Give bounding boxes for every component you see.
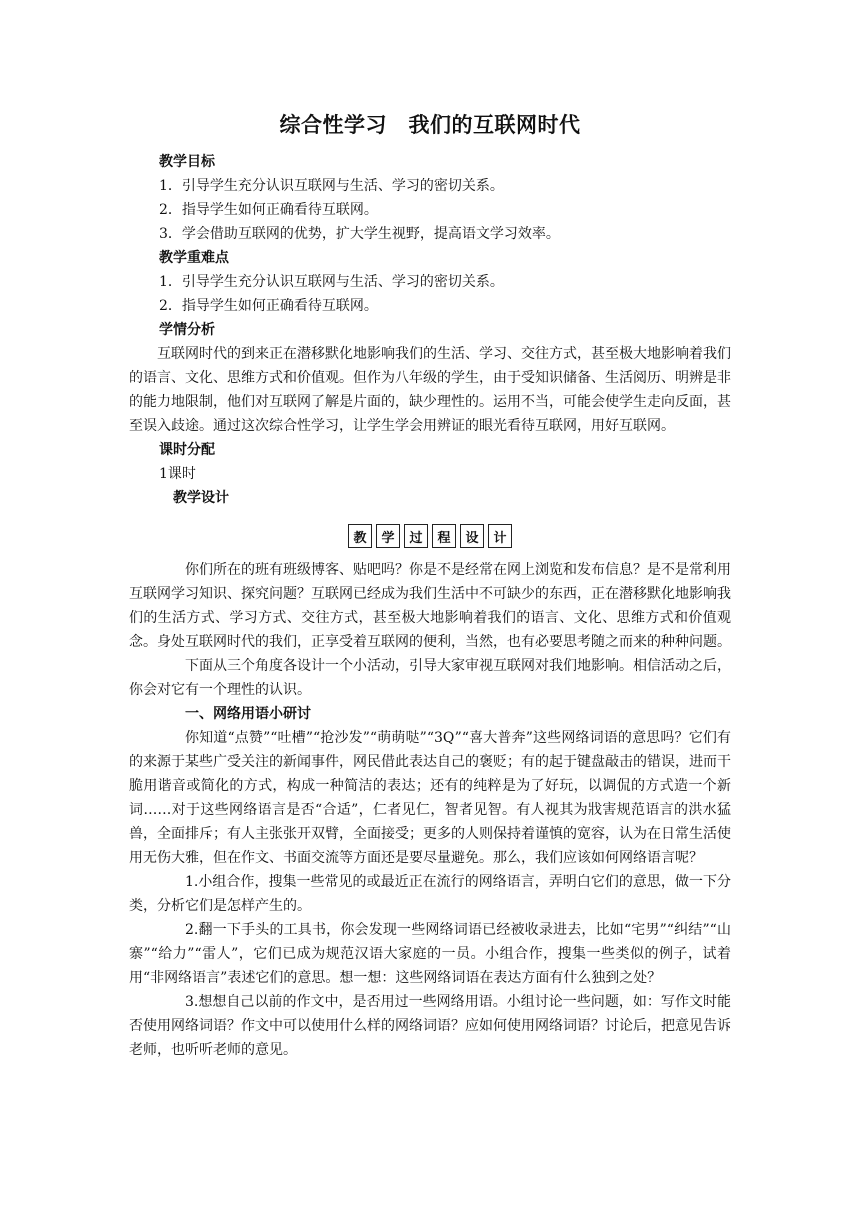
task-3-paragraph: 3.想想自己以前的作文中，是否用过一些网络用语。小组讨论一些问题，如：写作文时能否使用网络词语？作文中可以使用什么样的网络词语？应如何使用网络词语？讨论后，把意见告诉老师，也听听老师的意见。 <box>129 994 731 1058</box>
banner-char-box: 计 <box>488 524 512 548</box>
page-title: 综合性学习 我们的互联网时代 <box>279 113 581 137</box>
key-point-item: 1．引导学生充分认识互联网与生活、学习的密切关系。 <box>159 274 504 290</box>
intro-paragraph-1: 你们所在的班有班级博客、贴吧吗？你是不是经常在网上浏览和发布信息？是不是常利用互联网学习知识、探究问题？互联网已经成为我们生活中不可缺少的东西，正在潜移默化地影响我们的生活方式、学习方式、交往方式，甚至极大地影响着我们的语言、文化、思维方式和价值观念。身处互联网时代的我们，正享受着互联网的便利，当然，也有必要思考随之而来的种种问题。 <box>129 562 731 650</box>
section-1-paragraph: 你知道“点赞”“吐槽”“抢沙发”“萌萌哒”“3Q”“喜大普奔”这些网络词语的意思吗？它们有的来源于某些广受关注的新闻事件，网民借此表达自己的褒贬；有的起于键盘敲击的错误，进而干脆用谐音或简化的方式，构成一种简洁的表达；还有的纯粹是为了好玩，以调侃的方式造一个新词……对于这些网络语言是否“合适”，仁者见仁，智者见智。有人视其为戕害规范语言的洪水猛兽，全面排斥；有人主张张开双臂，全面接受；更多的人则保持着谨慎的宽容，认为在日常生活使用无伤大雅，但在作文、书面交流等方面还是要尽量避免。那么，我们应该如何网络语言呢？ <box>129 730 731 866</box>
objective-item: 2．指导学生如何正确看待互联网。 <box>159 202 378 218</box>
design-heading: 教学设计 <box>173 490 229 506</box>
process-design-banner <box>129 524 731 548</box>
objective-item: 1．引导学生充分认识互联网与生活、学习的密切关系。 <box>159 178 504 194</box>
section-1-heading: 一、网络用语小研讨 <box>185 706 311 722</box>
task-1-paragraph: 1.小组合作，搜集一些常见的或最近正在流行的网络语言，弄明白它们的意思，做一下分类，分析它们是怎样产生的。 <box>129 874 731 914</box>
banner-char-box: 过 <box>404 524 428 548</box>
banner-char-box: 教 <box>348 524 372 548</box>
banner-char-box: 程 <box>432 524 456 548</box>
intro-paragraph-2: 下面从三个角度各设计一个小活动，引导大家审视互联网对我们地影响。相信活动之后，你会对它有一个理性的认识。 <box>129 658 731 698</box>
schedule-value: 1课时 <box>159 466 196 482</box>
document-content <box>129 110 731 1062</box>
key-point-item: 2．指导学生如何正确看待互联网。 <box>159 298 378 314</box>
banner-char-box: 学 <box>376 524 400 548</box>
objective-item: 3．学会借助互联网的优势，扩大学生视野，提高语文学习效率。 <box>159 226 560 242</box>
objectives-heading: 教学目标 <box>159 154 215 170</box>
analysis-paragraph: 互联网时代的到来正在潜移默化地影响我们的生活、学习、交往方式，甚至极大地影响着我们的语言、文化、思维方式和价值观。但作为八年级的学生，由于受知识储备、生活阅历、明辨是非的能力地限制，他们对互联网了解是片面的，缺少理性的。运用不当，可能会使学生走向反面，甚至误入歧途。通过这次综合性学习，让学生学会用辨证的眼光看待互联网，用好互联网。 <box>129 346 731 434</box>
key-points-heading: 教学重难点 <box>159 250 229 266</box>
analysis-heading: 学情分析 <box>159 322 215 338</box>
schedule-heading: 课时分配 <box>159 442 215 458</box>
banner-char-box: 设 <box>460 524 484 548</box>
task-2-paragraph: 2.翻一下手头的工具书，你会发现一些网络词语已经被收录进去，比如“宅男”“纠结”“山寨”“给力”“雷人”，它们已成为规范汉语大家庭的一员。小组合作，搜集一些类似的例子，试着用“非网络语言”表述它们的意思。想一想：这些网络词语在表达方面有什么独到之处？ <box>129 922 731 986</box>
